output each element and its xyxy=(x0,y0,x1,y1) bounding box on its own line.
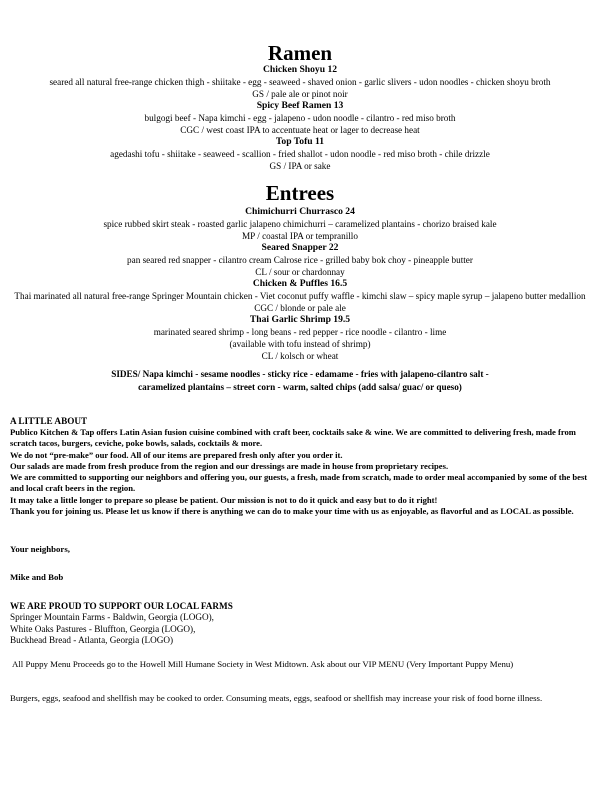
entrees-title: Entrees xyxy=(265,181,335,205)
menu-item-description: bulgogi beef - Napa kimchi - egg - jalapeno - udon noodle - cilantro - red miso broth xyxy=(144,113,456,123)
menu-item-name: Top Tofu 11 xyxy=(275,136,325,147)
menu-item-pairing: CGC / blonde or pale ale xyxy=(254,303,346,313)
about-section xyxy=(10,415,590,517)
menu-item-description: Thai marinated all natural free-range Springer Mountain chicken - Viet coconut puffy waffle - kimchi slaw – spicy maple syrup – jalapeno butter medallion xyxy=(14,291,586,301)
about-paragraph: Our salads are made from fresh produce from the region and our dressings are made in house from proprietary recipes. xyxy=(10,460,449,471)
about-paragraph: We do not “pre-make” our food. All of our items are prepared fresh only after you order it. xyxy=(10,449,343,460)
puppy-menu-note: All Puppy Menu Proceeds go to the Howell Mill Humane Society in West Midtown. Ask about our VIP MENU (Very Important Puppy Menu) xyxy=(12,659,514,669)
menu-item-pairing: CGC / west coast IPA to accentuate heat or lager to decrease heat xyxy=(180,125,420,135)
signoff-greeting: Your neighbors, xyxy=(10,544,70,554)
about-heading: A LITTLE ABOUT xyxy=(10,416,88,426)
menu-item-name: Chicken & Puffles 16.5 xyxy=(252,278,348,289)
menu-item-description: pan seared red snapper - cilantro cream Calrose rice - grilled baby bok choy - pineapple butter xyxy=(127,255,473,265)
menu-item-pairing: CL / kolsch or wheat xyxy=(261,351,339,361)
farm-item: Buckhead Bread - Atlanta, Georgia (LOGO) xyxy=(10,635,174,645)
menu-item-description: seared all natural free-range chicken thigh - shiitake - egg - seaweed - shaved onion - garlic slivers - udon noodles - chicken shoyu broth xyxy=(49,77,551,87)
sides-line: SIDES/ Napa kimchi - sesame noodles - sticky rice - edamame - fries with jalapeno-cilantro salt - xyxy=(111,369,489,379)
menu-item-name: Spicy Beef Ramen 13 xyxy=(256,100,344,111)
ramen-title: Ramen xyxy=(267,41,333,65)
menu-item-description: agedashi tofu - shiitake - seaweed - scallion - fried shallot - udon noodle - red miso broth - chile drizzle xyxy=(110,149,490,159)
about-paragraph: Thank you for joining us. Please let us know if there is anything we can do to make your time with us as enjoyable, as flavorful and as LOCAL as possible. xyxy=(10,506,574,517)
menu-item-pairing: GS / IPA or sake xyxy=(269,161,331,171)
ramen-section xyxy=(0,42,600,172)
menu-item-note: (available with tofu instead of shrimp) xyxy=(229,339,371,349)
entree-item xyxy=(0,278,600,314)
entree-item xyxy=(0,242,600,278)
signoff xyxy=(10,543,70,583)
menu-item-description: spice rubbed skirt steak - roasted garlic jalapeno chimichurri – caramelized plantains - chorizo braised kale xyxy=(103,219,497,229)
ramen-item xyxy=(0,136,600,172)
signoff-names: Mike and Bob xyxy=(10,572,64,582)
farm-item: Springer Mountain Farms - Baldwin, Georgia (LOGO), xyxy=(10,612,214,622)
sides-line: caramelized plantains – street corn - warm, salted chips (add salsa/ guac/ or queso) xyxy=(138,382,462,392)
menu-item-name: Chicken Shoyu 12 xyxy=(262,64,338,75)
menu-item-pairing: CL / sour or chardonnay xyxy=(255,267,345,277)
menu-item-name: Seared Snapper 22 xyxy=(261,242,339,253)
entree-item xyxy=(0,206,600,242)
entree-item xyxy=(0,314,600,362)
sides-section xyxy=(0,368,600,394)
farm-item: White Oaks Pastures - Bluffton, Georgia (LOGO), xyxy=(10,623,196,634)
menu-item-pairing: MP / coastal IPA or tempranillo xyxy=(242,231,358,241)
ramen-item xyxy=(0,100,600,136)
ramen-item xyxy=(0,64,600,100)
food-safety-disclaimer: Burgers, eggs, seafood and shellfish may be cooked to order. Consuming meats, eggs, seafood or shellfish may increase your risk of food borne illness. xyxy=(10,693,543,703)
menu-item-pairing: GS / pale ale or pinot noir xyxy=(252,89,348,99)
local-farms-section xyxy=(10,600,590,647)
entrees-section xyxy=(0,182,600,362)
menu-item-name: Thai Garlic Shrimp 19.5 xyxy=(249,314,351,325)
about-paragraph: Publico Kitchen & Tap offers Latin Asian fusion cuisine combined with craft beer, cocktails sake & wine. We are committed to delivering fresh, made from scratch tacos, burgers, ceviche, poke bowls, salads, cocktails & more. xyxy=(10,427,576,449)
about-paragraph: We are committed to supporting our neighbors and offering you, our guests, a fresh, made from scratch, made to order meal accompanied by some of the best and local craft beers in the region. xyxy=(10,472,588,494)
local-farms-heading: WE ARE PROUD TO SUPPORT OUR LOCAL FARMS xyxy=(10,601,233,611)
about-paragraph: It may take a little longer to prepare so please be patient. Our mission is not to do it quick and easy but to do it right! xyxy=(10,494,438,505)
menu-item-name: Chimichurri Churrasco 24 xyxy=(245,206,355,217)
menu-item-description: marinated seared shrimp - long beans - red pepper - rice noodle - cilantro - lime xyxy=(153,327,447,337)
